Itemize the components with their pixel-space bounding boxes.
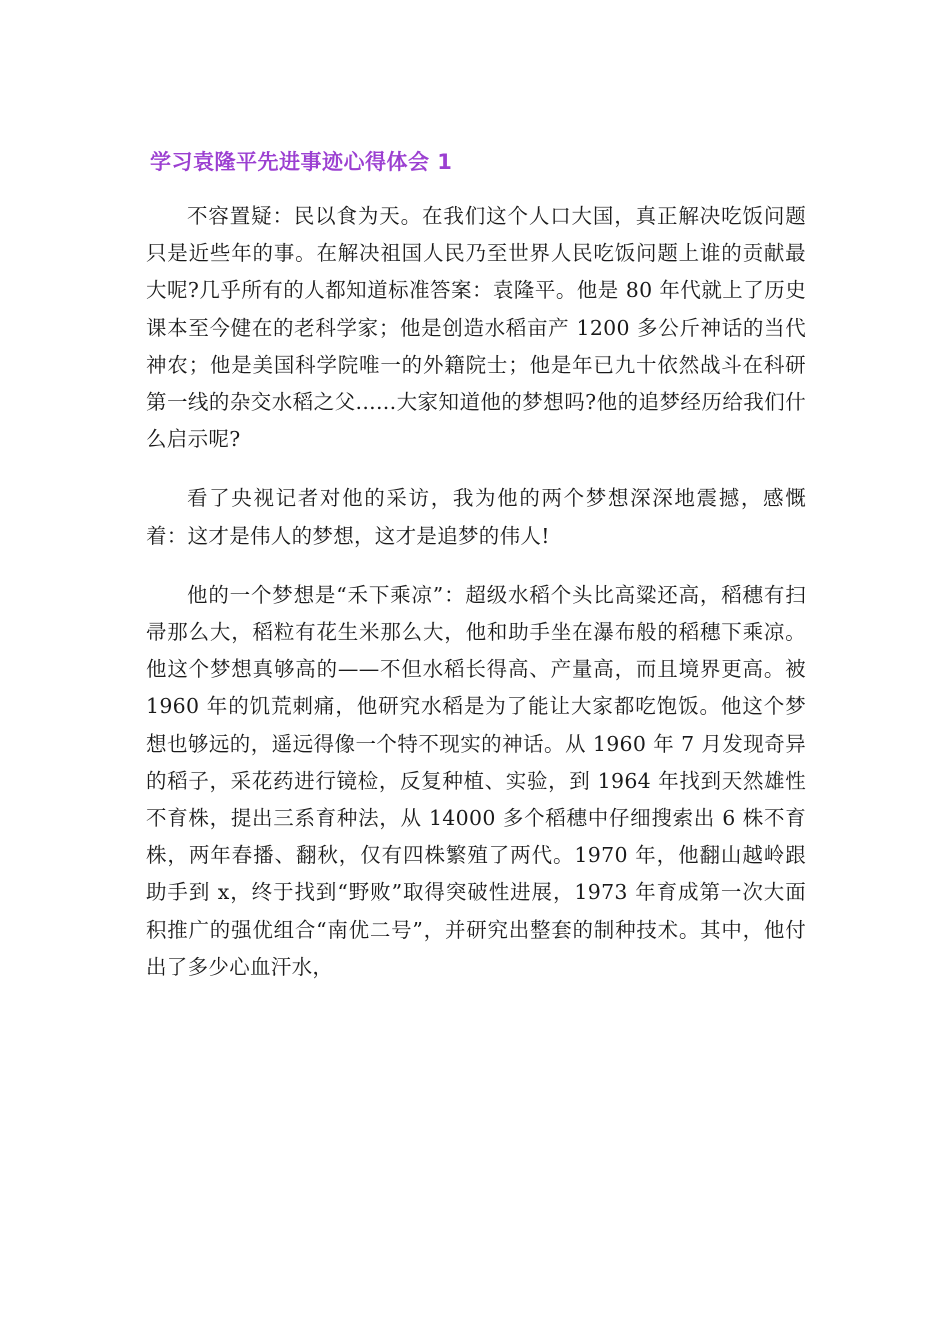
document-title: 学习袁隆平先进事迹心得体会 1 — [150, 150, 453, 174]
paragraph-2: 看了央视记者对他的采访，我为他的两个梦想深深地震撼，感慨着：这才是伟人的梦想，这才是追梦的伟人! — [146, 486, 806, 548]
document-body — [146, 198, 806, 1008]
paragraph-3: 他的一个梦想是“禾下乘凉”：超级水稻个头比高粱还高，稻穗有扫帚那么大，稻粒有花生米那么大，他和助手坐在瀑布般的稻穗下乘凉。他这个梦想真够高的——不但水稻长得高、产量高，而且境界更高。被 1960 年的饥荒刺痛，他研究水稻是为了能让大家都吃饱饭。他这个梦想也够远的，遥远得像一个特不现实的神话。从 1960 年 7 月发现奇异的稻子，采花药进行镜检，反复种植、实验，到 1964 年找到天然雄性不育株，提出三系育种法，从 14000 多个稻穗中仔细搜索出 6 株不育株，两年春播、翻秋，仅有四株繁殖了两代。1970 年，他翻山越岭跟助手到 x，终于找到“野败”取得突破性进展，1973 年育成第一次大面积推广的强优组合“南优二号”，并研究出整套的制种技术。其中，他付出了多少心血汗水， — [146, 582, 806, 979]
paragraph-1: 不容置疑：民以食为天。在我们这个人口大国，真正解决吃饭问题只是近些年的事。在解决祖国人民乃至世界人民吃饭问题上谁的贡献最大呢?几乎所有的人都知道标准答案：袁隆平。他是 80 年代就上了历史课本至今健在的老科学家；他是创造水稻亩产 1200 多公斤神话的当代神农；他是美国科学院唯一的外籍院士；他是年已九十依然战斗在科研第一线的杂交水稻之父......大家知道他的梦想吗?他的追梦经历给我们什么启示呢? — [146, 204, 806, 452]
